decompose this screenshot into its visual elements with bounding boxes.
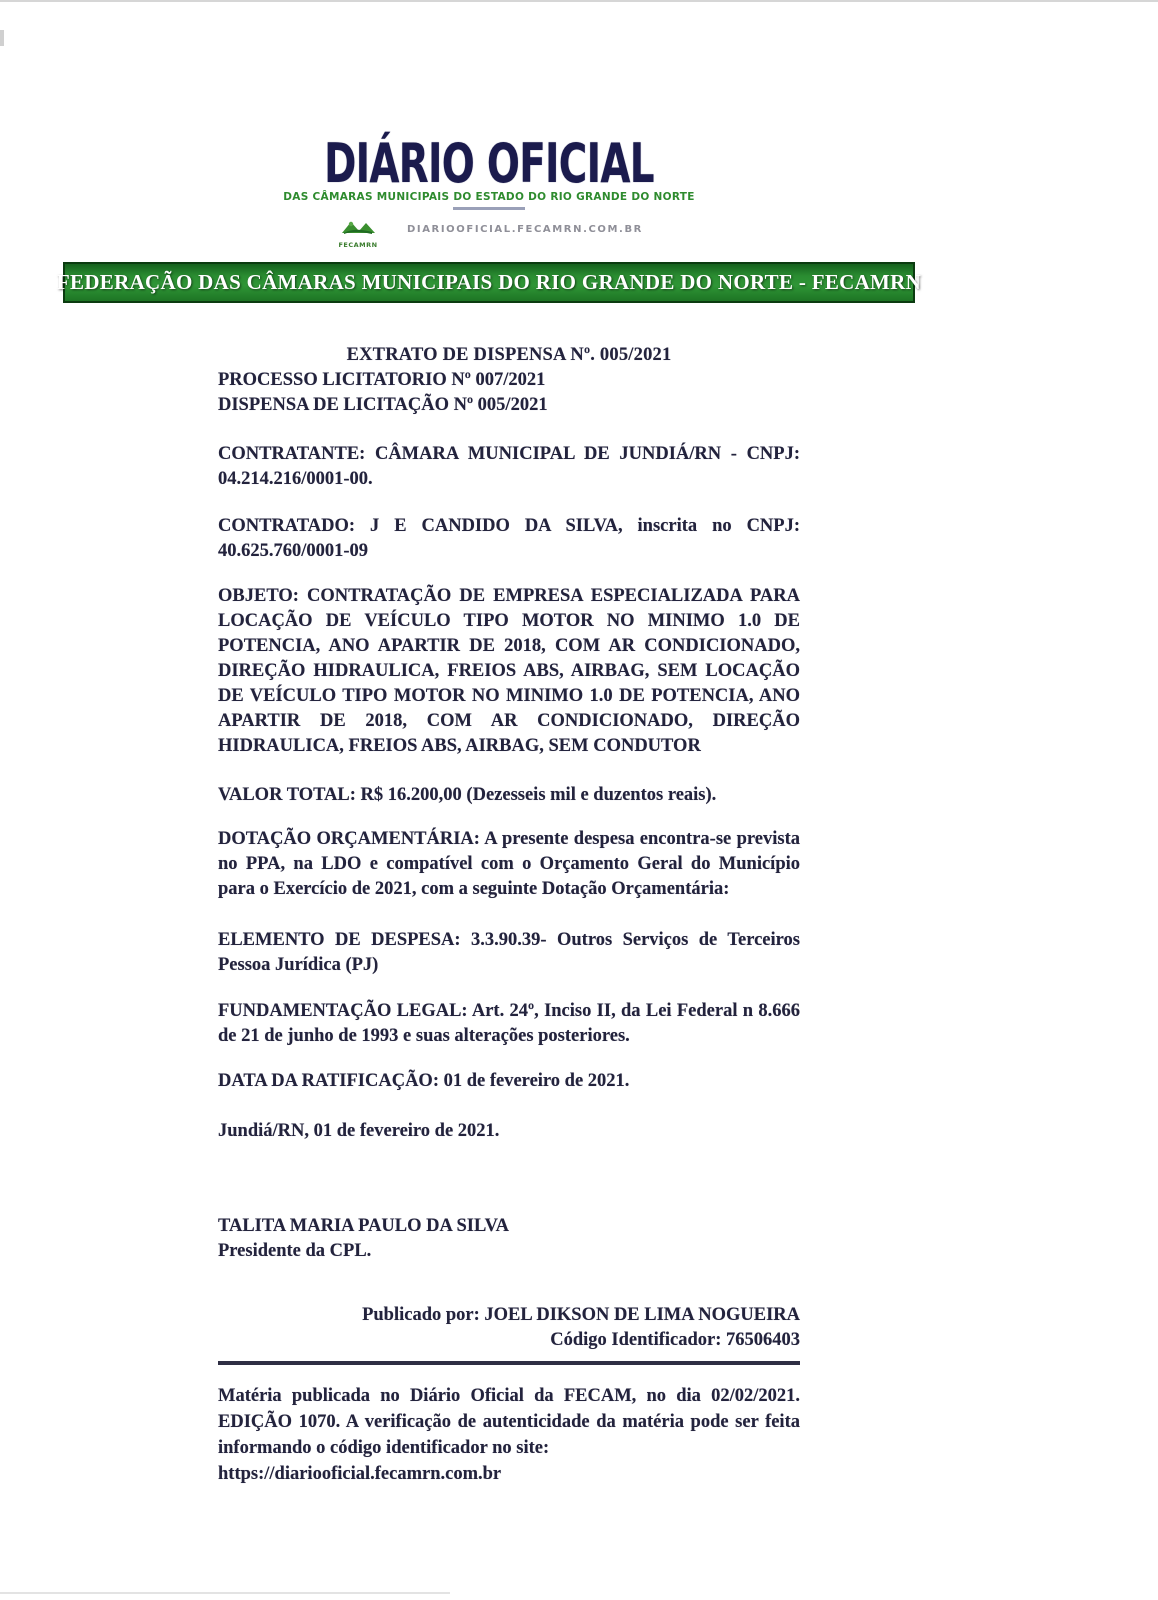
gazette-website-text: DIARIOOFICIAL.FECAMRN.COM.BR — [407, 224, 643, 235]
code-identifier-value: 76506403 — [726, 1330, 800, 1350]
federation-banner-text: FEDERAÇÃO DAS CÂMARAS MUNICIPAIS DO RIO GRANDE DO NORTE - FECAMRN — [56, 270, 922, 294]
signature-role: Presidente da CPL. — [218, 1241, 372, 1261]
code-identifier-label: Código Identificador: — [550, 1330, 722, 1350]
paragraph-elemento-despesa: ELEMENTO DE DESPESA: 3.3.90.39- Outros Serviços de Terceiros Pessoa Jurídica (PJ) — [218, 930, 800, 975]
masthead — [63, 132, 915, 249]
published-by-label: Publicado por: — [362, 1305, 480, 1325]
paragraph-contratante: CONTRATANTE: CÂMARA MUNICIPAL DE JUNDIÁ/RN - CNPJ: 04.214.216/0001-00. — [218, 444, 800, 489]
masthead-logo-row — [63, 219, 915, 249]
process-lines — [218, 368, 800, 418]
article-body — [218, 343, 800, 1487]
process-line: DISPENSA DE LICITAÇÃO Nº 005/2021 — [218, 395, 548, 415]
code-identifier-line — [218, 1328, 800, 1353]
footer-note-text: Matéria publicada no Diário Oficial da FECAM, no dia 02/02/2021. EDIÇÃO 1070. A verificação de autenticidade da matéria pode ser feita informando o código identificador no site: — [218, 1386, 800, 1458]
article-title: EXTRATO DE DISPENSA Nº. 005/2021 — [346, 345, 672, 365]
published-by-name: JOEL DIKSON DE LIMA NOGUEIRA — [484, 1305, 800, 1325]
signature-block — [218, 1214, 800, 1264]
paragraph-place-date: Jundiá/RN, 01 de fevereiro de 2021. — [218, 1121, 500, 1141]
gazette-title: DIÁRIO OFICIAL — [324, 132, 654, 195]
footer-separator-rule — [218, 1361, 800, 1365]
footer-note-block — [218, 1383, 800, 1487]
federation-banner — [56, 262, 922, 303]
fecamrn-logo — [335, 219, 381, 249]
signature-name: TALITA MARIA PAULO DA SILVA — [218, 1216, 509, 1236]
scan-artifact-left — [0, 30, 4, 46]
gazette-subtitle: DAS CÂMARAS MUNICIPAIS DO ESTADO DO RIO GRANDE DO NORTE — [283, 191, 695, 203]
paragraph-data-ratificacao: DATA DA RATIFICAÇÃO: 01 de fevereiro de 2021. — [218, 1071, 630, 1091]
fecamrn-logo-icon — [338, 224, 378, 241]
footer-url-text: https://diariooficial.fecamrn.com.br — [218, 1464, 502, 1484]
published-by-line — [218, 1303, 800, 1328]
paragraph-valor-total: VALOR TOTAL: R$ 16.200,00 (Dezesseis mil e duzentos reais). — [218, 785, 717, 805]
masthead-divider — [453, 207, 525, 210]
scan-artifact-top — [0, 0, 1158, 2]
process-line: PROCESSO LICITATORIO Nº 007/2021 — [218, 370, 546, 390]
paragraph-objeto: OBJETO: CONTRATAÇÃO DE EMPRESA ESPECIALIZADA PARA LOCAÇÃO DE VEÍCULO TIPO MOTOR NO MINIMO 1.0 DE POTENCIA, ANO APARTIR DE 2018, COM AR CONDICIONADO, DIREÇÃO HIDRAULICA, FREIOS ABS, AIRBAG, SEM LOCAÇÃO DE VEÍCULO TIPO MOTOR NO MINIMO 1.0 DE POTENCIA, ANO APARTIR DE 2018, COM AR CONDICIONADO, DIREÇÃO HIDRAULICA, FREIOS ABS, AIRBAG, SEM CONDUTOR — [218, 586, 800, 756]
published-block — [218, 1303, 800, 1353]
scan-artifact-bottom — [0, 1592, 450, 1594]
fecamrn-logo-caption: FECAMRN — [338, 241, 378, 249]
paragraph-contratado: CONTRATADO: J E CANDIDO DA SILVA, inscrita no CNPJ: 40.625.760/0001-09 — [218, 516, 800, 561]
paragraph-fundamentacao: FUNDAMENTAÇÃO LEGAL: Art. 24º, Inciso II, da Lei Federal n 8.666 de 21 de junho de 1993 e suas alterações posteriores. — [218, 1001, 800, 1046]
paragraph-dotacao: DOTAÇÃO ORÇAMENTÁRIA: A presente despesa encontra-se prevista no PPA, na LDO e compatível com o Orçamento Geral do Município para o Exercício de 2021, com a seguinte Dotação Orçamentária: — [218, 829, 800, 899]
